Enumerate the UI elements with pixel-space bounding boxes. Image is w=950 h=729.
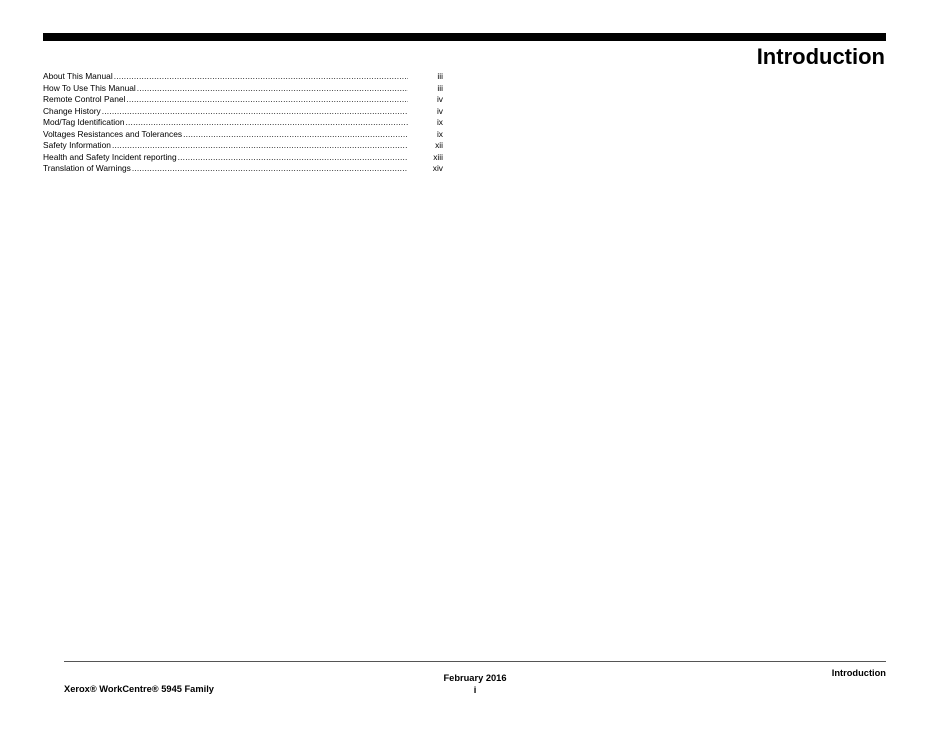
footer-rule — [64, 661, 886, 662]
toc-leader — [112, 140, 408, 152]
toc-label: Health and Safety Incident reporting — [43, 151, 177, 162]
toc-entry-translation-of-warnings[interactable] — [43, 163, 443, 175]
toc-leader — [126, 94, 408, 106]
toc-label: Translation of Warnings — [43, 163, 131, 173]
toc-label: Mod/Tag Identification — [43, 117, 125, 127]
header-rule — [43, 33, 886, 41]
toc-entry-how-to-use-this-manual[interactable] — [43, 83, 443, 95]
toc-entry-remote-control-panel[interactable] — [43, 94, 443, 106]
toc-page-number: iv — [436, 94, 443, 104]
toc-label: Remote Control Panel — [43, 94, 126, 104]
toc-entry-health-safety-incident-reporting[interactable] — [43, 152, 443, 164]
toc-page-number: iv — [436, 105, 443, 116]
toc-entry-mod-tag-identification[interactable] — [43, 117, 443, 129]
toc-page-number: iii — [437, 71, 443, 81]
toc-label: Safety Information — [43, 140, 111, 150]
footer-page-number: i — [473, 685, 477, 695]
toc-entry-voltages-resistances-tolerances[interactable] — [43, 129, 443, 141]
table-of-contents — [43, 71, 443, 175]
toc-leader — [183, 129, 408, 141]
toc-leader — [137, 83, 408, 95]
toc-leader — [132, 163, 408, 175]
toc-page-number: xii — [435, 140, 443, 150]
toc-leader — [125, 117, 408, 129]
toc-page-number: xiii — [433, 151, 443, 162]
page-title: Introduction — [756, 44, 885, 69]
toc-page-number: xiv — [432, 163, 443, 173]
footer-center-block — [425, 672, 525, 696]
toc-entry-about-this-manual[interactable] — [43, 71, 443, 83]
toc-label: About This Manual — [43, 71, 113, 81]
toc-leader — [114, 71, 408, 83]
toc-page-number: ix — [436, 117, 443, 127]
footer-product-name: Xerox® WorkCentre® 5945 Family — [64, 684, 214, 694]
toc-entry-safety-information[interactable] — [43, 140, 443, 152]
toc-label: How To Use This Manual — [43, 82, 136, 93]
toc-label: Change History — [43, 105, 101, 116]
toc-leader — [102, 106, 408, 118]
footer-section-name: Introduction — [831, 668, 886, 678]
toc-page-number: ix — [436, 128, 443, 139]
footer-date: February 2016 — [443, 673, 507, 683]
toc-page-number: iii — [437, 82, 443, 93]
toc-leader — [178, 152, 408, 164]
toc-entry-change-history[interactable] — [43, 106, 443, 118]
toc-label: Voltages Resistances and Tolerances — [43, 128, 183, 139]
